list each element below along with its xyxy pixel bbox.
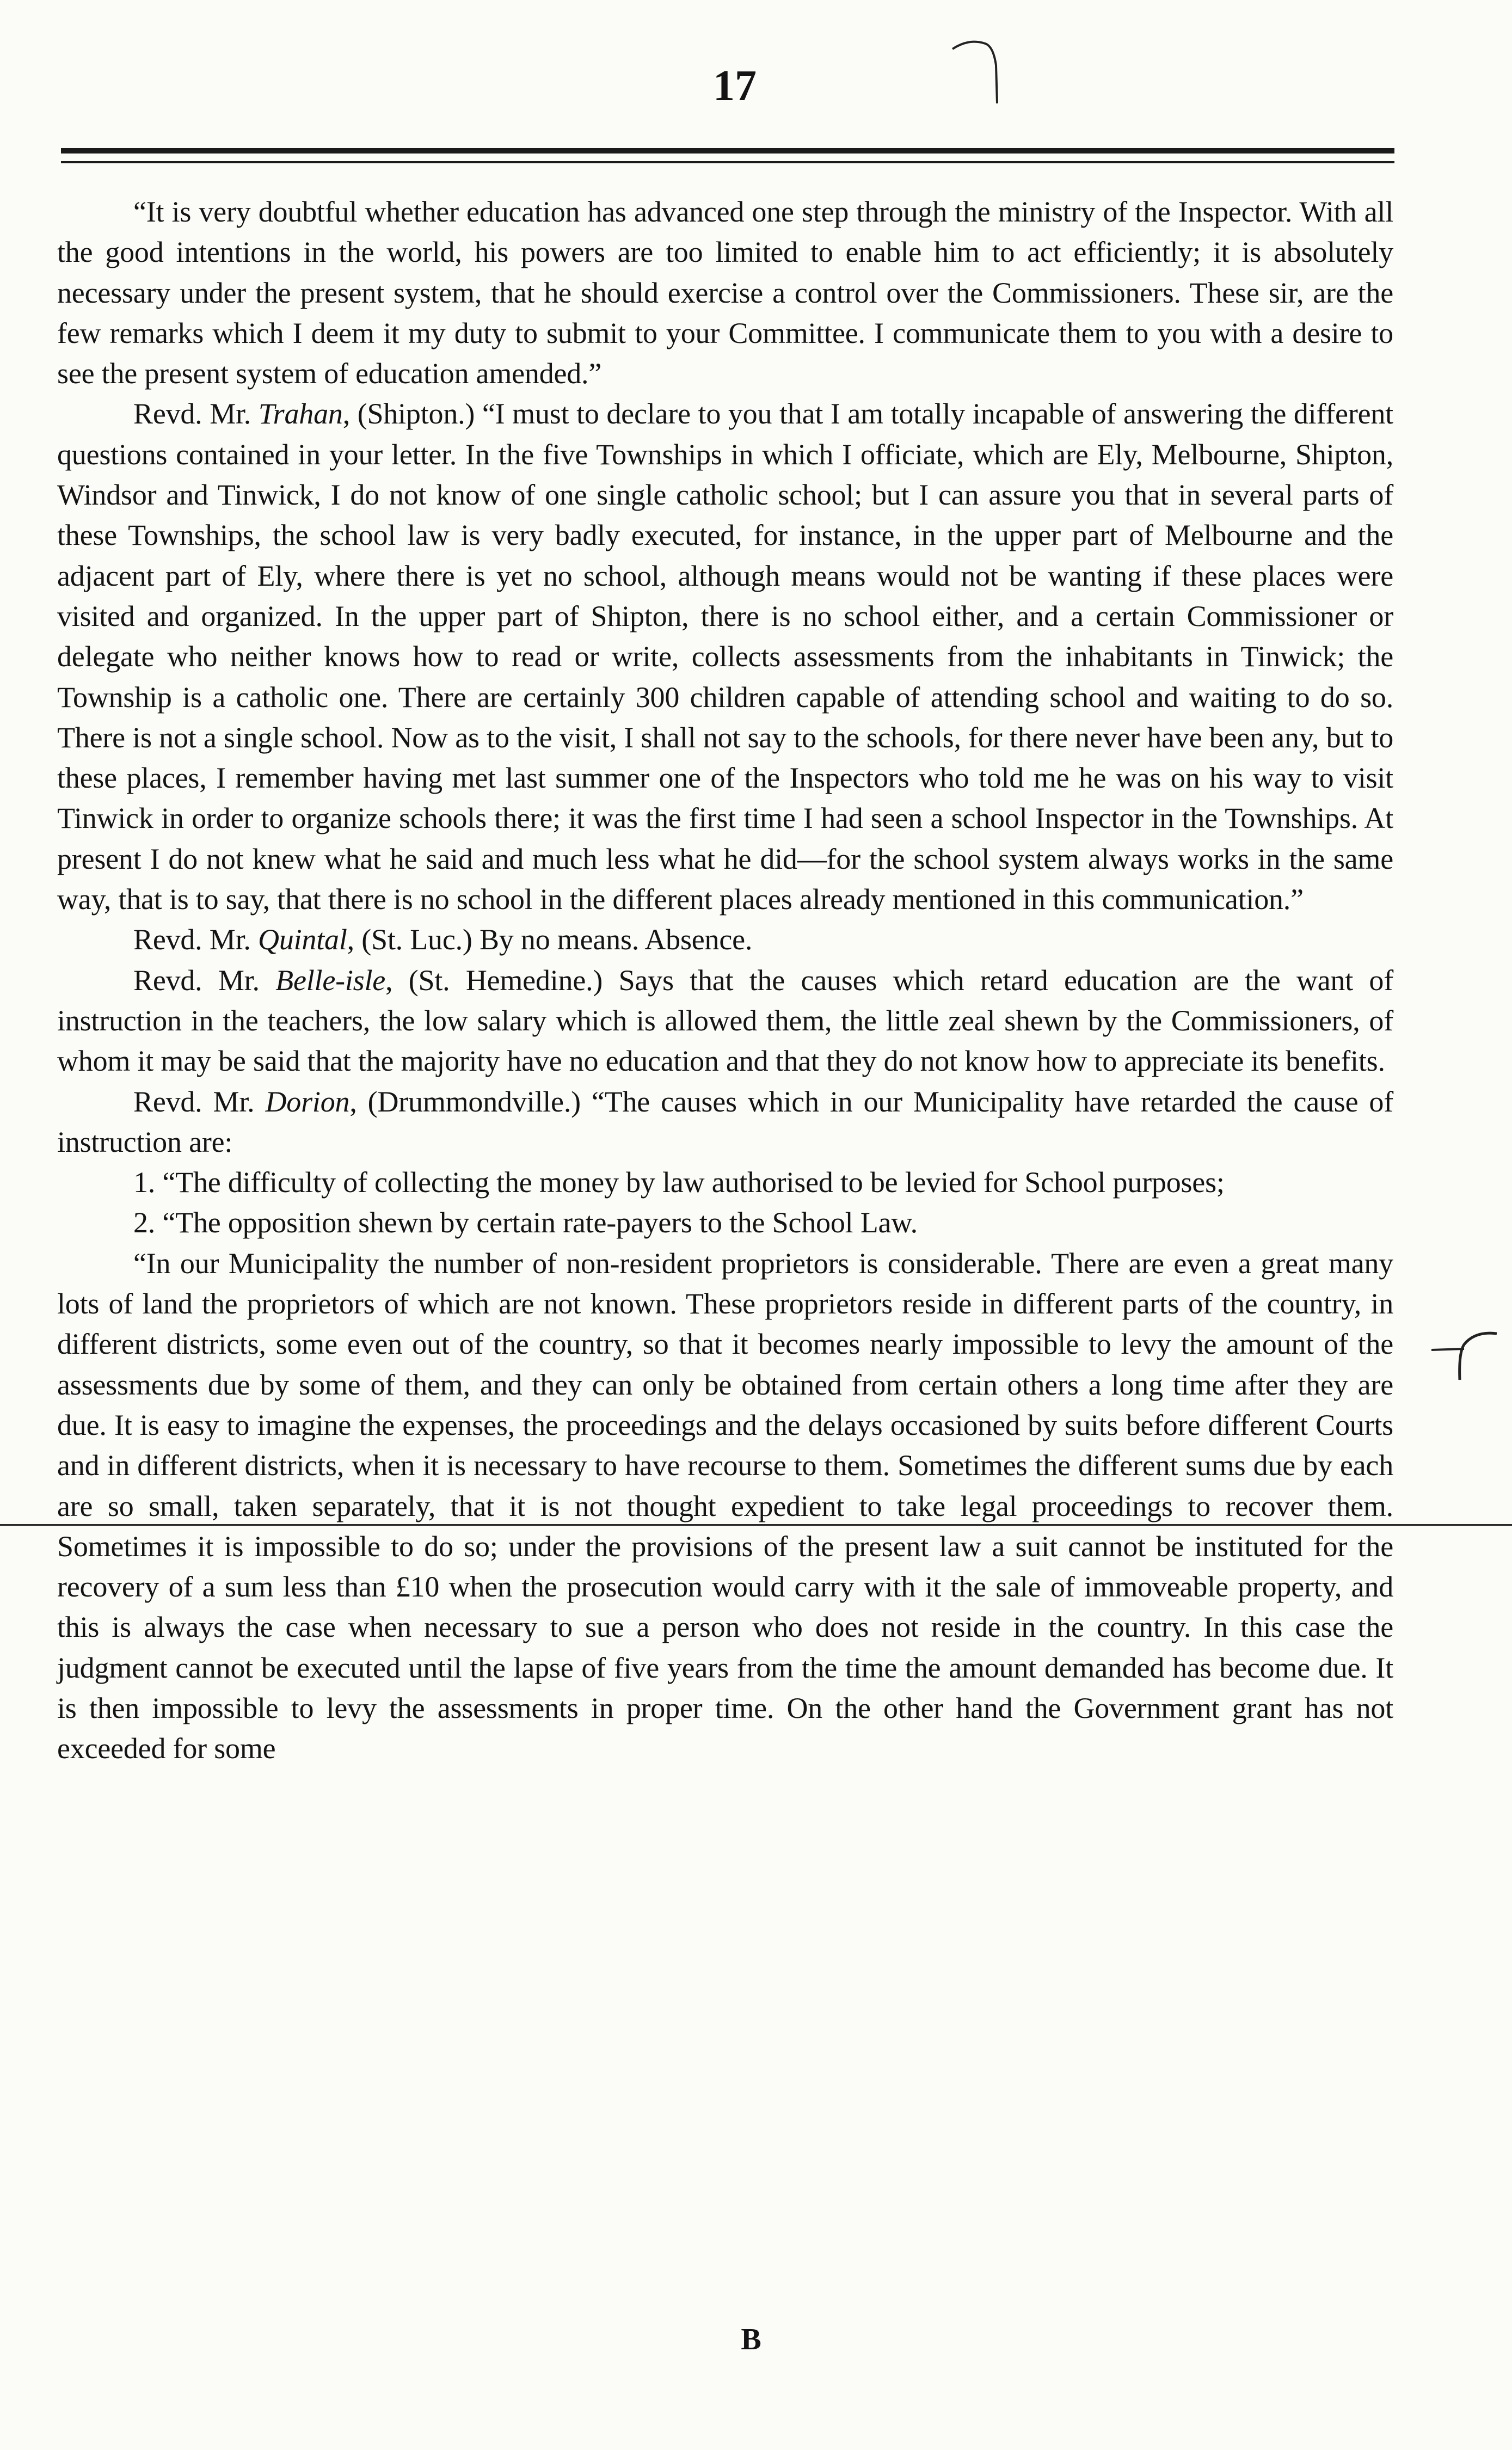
margin-bracket-icon bbox=[1426, 1328, 1502, 1383]
fold-line bbox=[0, 1524, 1512, 1526]
signature-mark: B bbox=[741, 2323, 761, 2356]
respondent-name: Trahan bbox=[258, 397, 343, 431]
respondent-name: Dorion bbox=[265, 1085, 350, 1118]
respondent-name: Quintal bbox=[258, 923, 347, 956]
header-rule-thin bbox=[61, 161, 1394, 163]
body-text bbox=[57, 192, 1393, 1769]
paragraph bbox=[57, 919, 1393, 960]
respondent-name: Belle-isle bbox=[275, 963, 386, 997]
paragraph bbox=[57, 1202, 1393, 1243]
paragraph bbox=[57, 960, 1393, 1082]
paragraph bbox=[57, 192, 1393, 394]
paragraph-text: , (Shipton.) “I must to declare to you that I am totally incapable of answering the different questions contained in your letter. In the five Townships in which I officiate, which are Ely, Melbourne, Shipton, Windsor and Tinwick, I do not know of one single catholic school; but I can assure you that in several parts of these Townships, the school law is very badly executed, for instance, in the upper part of Melbourne and the adjacent part of Ely, where there is yet no school, although means would not be wanting if these places were visited and organized. In the upper part of Shipton, there is no school either, and a certain Commissioner or delegate who neither knows how to read or write, collects assessments from the inhabitants in Tinwick; the Township is a catholic one. There are certainly 300 children capable of attending school and waiting to do so. There is not a single school. Now as to the visit, I shall not say to the schools, for there never have been any, but to these places, I remember having met last summer one of the Inspectors who told me he was on his way to visit Tinwick in order to organize schools there; it was the first time I had seen a school Inspector in the Townships. At present I do not knew what he said and much less what he did—for the school system always works in the same way, that is to say, that there is no school in the different places already mentioned in this communication.” bbox=[57, 397, 1393, 916]
paragraph-text: 1. “The difficulty of collecting the money by law authorised to be levied for School purposes; bbox=[133, 1166, 1225, 1199]
header-rule-thick bbox=[61, 148, 1394, 153]
paragraph-text: 2. “The opposition shewn by certain rate-payers to the School Law. bbox=[133, 1206, 918, 1239]
paragraph-text: , (St. Luc.) By no means. Absence. bbox=[347, 923, 753, 956]
paragraph bbox=[57, 394, 1393, 919]
paragraph-text: Revd. Mr. bbox=[133, 923, 259, 956]
paragraph bbox=[57, 1243, 1393, 1769]
paragraph-text: , (Drummondville.) “The causes which in our Municipality have retarded the cause of instruction are: bbox=[57, 1085, 1393, 1158]
paragraph-text: Revd. Mr. bbox=[133, 963, 276, 997]
ink-mark-icon bbox=[947, 33, 1012, 109]
paragraph-text: “In our Municipality the number of non-resident proprietors is considerable. There are even a great many lots of land the proprietors of which are not known. These proprietors reside in different parts of the country, in different districts, some even out of the country, so that it becomes nearly impossible to levy the amount of the assessments due by some of them, and they can only be obtained from certain others a long time after they are due. It is easy to imagine the expenses, the proceedings and the delays occasioned by suits before different Courts and in different districts, when it is necessary to have recourse to them. Sometimes the different sums due by each are so small, taken separately, that it is not thought expedient to take legal proceedings to recover them. Sometimes it is impossible to do so; under the provisions of the present law a suit cannot be instituted for the recovery of a sum less than £10 when the prosecution would carry with it the sale of immoveable property, and this is always the case when necessary to sue a person who does not reside in the country. In this case the judgment cannot be executed until the lapse of five years from the time the amount demanded has become due. It is then impossible to levy the assessments in proper time. On the other hand the Government grant has not exceeded for some bbox=[57, 1247, 1393, 1765]
page-number: 17 bbox=[713, 62, 757, 110]
paragraph-text: “It is very doubtful whether education has advanced one step through the ministry of the Inspector. With all the good intentions in the world, his powers are too limited to enable him to act efficiently; it is absolutely necessary under the present system, that he should exercise a control over the Commissioners. These sir, are the few remarks which I deem it my duty to submit to your Committee. I communicate them to you with a desire to see the present system of education amended.” bbox=[57, 195, 1393, 390]
paragraph-text: Revd. Mr. bbox=[133, 1085, 266, 1118]
paragraph bbox=[57, 1082, 1393, 1163]
paragraph-text: Revd. Mr. bbox=[133, 397, 259, 431]
paragraph bbox=[57, 1162, 1393, 1202]
paragraph-text: , (St. Hemedine.) Says that the causes which retard education are the want of instruction in the teachers, the low salary which is allowed them, the little zeal shewn by the Commissioners, of whom it may be said that the majority have no education and that they do not know how to appreciate its benefits. bbox=[57, 963, 1393, 1078]
